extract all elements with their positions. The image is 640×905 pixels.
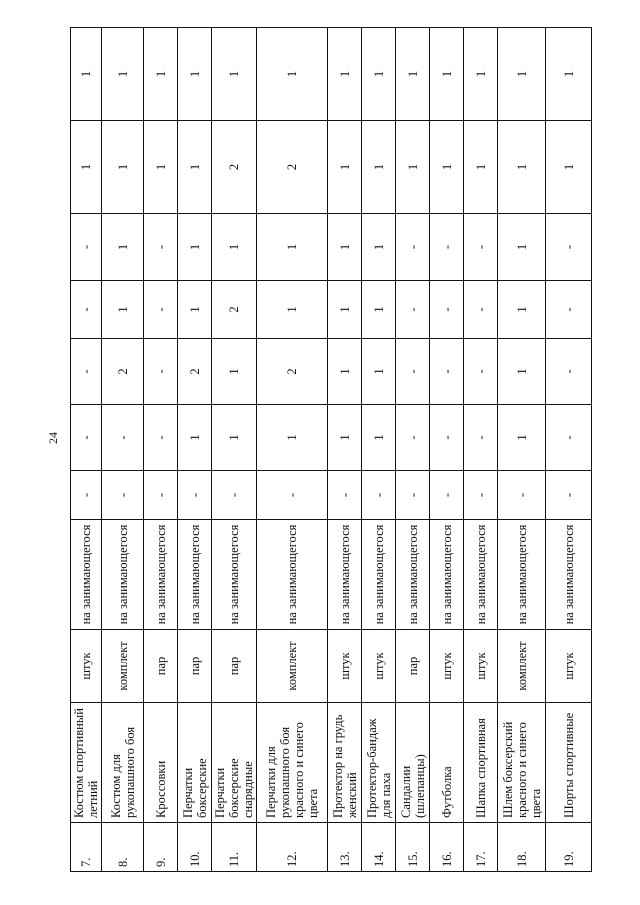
quantity-cell: 1 [362, 28, 396, 121]
quantity-cell: - [71, 405, 102, 471]
item-name-cell: Сандалии (шлепанцы) [396, 703, 430, 823]
item-name-cell: Протектор на грудь женский [328, 703, 362, 823]
quantity-cell: 1 [71, 28, 102, 121]
quantity-cell: - [71, 281, 102, 339]
quantity-cell: 1 [257, 281, 328, 339]
quantity-cell: - [144, 214, 178, 281]
row-number-cell: 17. [464, 823, 498, 872]
quantity-cell: - [498, 471, 546, 520]
quantity-cell: 1 [328, 121, 362, 214]
quantity-cell: 1 [178, 121, 212, 214]
issued-per-cell: на занимающегося [102, 520, 144, 630]
quantity-cell: - [102, 405, 144, 471]
quantity-cell: - [464, 339, 498, 405]
quantity-cell: 1 [396, 121, 430, 214]
quantity-cell: 1 [102, 28, 144, 121]
table-row [464, 28, 498, 872]
table-row [328, 28, 362, 872]
quantity-cell: - [430, 471, 464, 520]
table-row [102, 28, 144, 872]
quantity-cell: 1 [212, 214, 257, 281]
quantity-cell: - [464, 281, 498, 339]
quantity-cell: 1 [328, 405, 362, 471]
quantity-cell: 1 [257, 28, 328, 121]
quantity-cell: - [430, 214, 464, 281]
item-name-cell: Кроссовки [144, 703, 178, 823]
equipment-table [70, 27, 592, 872]
unit-cell: комплект [102, 630, 144, 703]
item-name-cell: Шлем боксерский красного и синего цвета [498, 703, 546, 823]
unit-cell: штук [328, 630, 362, 703]
unit-cell: пар [212, 630, 257, 703]
quantity-cell: 1 [178, 405, 212, 471]
quantity-cell: 1 [328, 214, 362, 281]
quantity-cell: 1 [464, 28, 498, 121]
issued-per-cell: на занимающегося [362, 520, 396, 630]
quantity-cell: - [362, 471, 396, 520]
quantity-cell: 1 [498, 339, 546, 405]
page-number: 24 [46, 432, 60, 444]
issued-per-cell: на занимающегося [71, 520, 102, 630]
quantity-cell: 1 [178, 281, 212, 339]
quantity-cell: 1 [396, 28, 430, 121]
quantity-cell: - [430, 281, 464, 339]
row-number-cell: 16. [430, 823, 464, 872]
issued-per-cell: на занимающегося [430, 520, 464, 630]
quantity-cell: 1 [498, 214, 546, 281]
quantity-cell: 1 [178, 28, 212, 121]
quantity-cell: - [396, 281, 430, 339]
quantity-cell: 1 [212, 405, 257, 471]
quantity-cell: 1 [71, 121, 102, 214]
quantity-cell: 1 [102, 214, 144, 281]
quantity-cell: 1 [212, 339, 257, 405]
unit-cell: комплект [257, 630, 328, 703]
table-row [144, 28, 178, 872]
item-name-cell: Шорты спортивные [546, 703, 592, 823]
quantity-cell: 1 [257, 405, 328, 471]
quantity-cell: 1 [464, 121, 498, 214]
issued-per-cell: на занимающегося [498, 520, 546, 630]
unit-cell: штук [71, 630, 102, 703]
unit-cell: пар [178, 630, 212, 703]
unit-cell: штук [362, 630, 396, 703]
quantity-cell: - [430, 405, 464, 471]
quantity-cell: - [546, 405, 592, 471]
quantity-cell: 1 [362, 339, 396, 405]
quantity-cell: - [212, 471, 257, 520]
item-name-cell: Костюм спортивный летний [71, 703, 102, 823]
table-row [396, 28, 430, 872]
table-body [71, 28, 592, 872]
quantity-cell: 1 [430, 28, 464, 121]
quantity-cell: 1 [362, 214, 396, 281]
quantity-cell: - [546, 281, 592, 339]
table-row [212, 28, 257, 872]
unit-cell: штук [430, 630, 464, 703]
issued-per-cell: на занимающегося [257, 520, 328, 630]
row-number-cell: 13. [328, 823, 362, 872]
quantity-cell: - [102, 471, 144, 520]
quantity-cell: 1 [144, 121, 178, 214]
quantity-cell: 1 [498, 281, 546, 339]
row-number-cell: 11. [212, 823, 257, 872]
quantity-cell: - [546, 214, 592, 281]
quantity-cell: - [178, 471, 212, 520]
item-name-cell: Футболка [430, 703, 464, 823]
row-number-cell: 12. [257, 823, 328, 872]
quantity-cell: 1 [498, 405, 546, 471]
unit-cell: штук [464, 630, 498, 703]
quantity-cell: 1 [362, 281, 396, 339]
row-number-cell: 14. [362, 823, 396, 872]
table-row [430, 28, 464, 872]
unit-cell: штук [546, 630, 592, 703]
issued-per-cell: на занимающегося [464, 520, 498, 630]
quantity-cell: 1 [178, 214, 212, 281]
quantity-cell: - [464, 214, 498, 281]
row-number-cell: 8. [102, 823, 144, 872]
quantity-cell: 1 [546, 121, 592, 214]
item-name-cell: Перчатки боксерские [178, 703, 212, 823]
row-number-cell: 15. [396, 823, 430, 872]
quantity-cell: 1 [498, 121, 546, 214]
quantity-cell: 1 [328, 281, 362, 339]
quantity-cell: - [71, 214, 102, 281]
row-number-cell: 19. [546, 823, 592, 872]
quantity-cell: 1 [257, 214, 328, 281]
quantity-cell: 1 [430, 121, 464, 214]
row-number-cell: 18. [498, 823, 546, 872]
issued-per-cell: на занимающегося [546, 520, 592, 630]
row-number-cell: 10. [178, 823, 212, 872]
quantity-cell: 1 [362, 405, 396, 471]
unit-cell: пар [144, 630, 178, 703]
quantity-cell: 2 [178, 339, 212, 405]
quantity-cell: 1 [212, 28, 257, 121]
quantity-cell: 2 [257, 121, 328, 214]
quantity-cell: - [396, 214, 430, 281]
item-name-cell: Перчатки для рукопашного боя красного и синего цвета [257, 703, 328, 823]
quantity-cell: - [464, 471, 498, 520]
item-name-cell: Шапка спортивная [464, 703, 498, 823]
issued-per-cell: на занимающегося [212, 520, 257, 630]
issued-per-cell: на занимающегося [396, 520, 430, 630]
quantity-cell: - [396, 339, 430, 405]
unit-cell: комплект [498, 630, 546, 703]
table-row [546, 28, 592, 872]
quantity-cell: - [396, 471, 430, 520]
quantity-cell: 1 [102, 121, 144, 214]
quantity-cell: 1 [102, 281, 144, 339]
quantity-cell: - [546, 471, 592, 520]
quantity-cell: - [430, 339, 464, 405]
quantity-cell: 1 [328, 339, 362, 405]
quantity-cell: - [464, 405, 498, 471]
quantity-cell: - [546, 339, 592, 405]
quantity-cell: 2 [212, 121, 257, 214]
item-name-cell: Костюм для рукопашного боя [102, 703, 144, 823]
table-row [498, 28, 546, 872]
table-row [257, 28, 328, 872]
quantity-cell: - [144, 339, 178, 405]
row-number-cell: 9. [144, 823, 178, 872]
issued-per-cell: на занимающегося [178, 520, 212, 630]
table-row [178, 28, 212, 872]
quantity-cell: - [71, 339, 102, 405]
quantity-cell: 1 [362, 121, 396, 214]
quantity-cell: - [328, 471, 362, 520]
quantity-cell: - [257, 471, 328, 520]
quantity-cell: 2 [102, 339, 144, 405]
quantity-cell: 1 [546, 28, 592, 121]
table-row [71, 28, 102, 872]
item-name-cell: Перчатки боксерские снарядные [212, 703, 257, 823]
quantity-cell: 1 [144, 28, 178, 121]
row-number-cell: 7. [71, 823, 102, 872]
table-container [70, 28, 580, 872]
quantity-cell: 2 [257, 339, 328, 405]
quantity-cell: 1 [328, 28, 362, 121]
issued-per-cell: на занимающегося [328, 520, 362, 630]
quantity-cell: - [71, 471, 102, 520]
quantity-cell: - [396, 405, 430, 471]
quantity-cell: 1 [498, 28, 546, 121]
issued-per-cell: на занимающегося [144, 520, 178, 630]
quantity-cell: - [144, 471, 178, 520]
quantity-cell: 2 [212, 281, 257, 339]
quantity-cell: - [144, 281, 178, 339]
unit-cell: пар [396, 630, 430, 703]
quantity-cell: - [144, 405, 178, 471]
item-name-cell: Протектор-бандаж для паха [362, 703, 396, 823]
table-row [362, 28, 396, 872]
